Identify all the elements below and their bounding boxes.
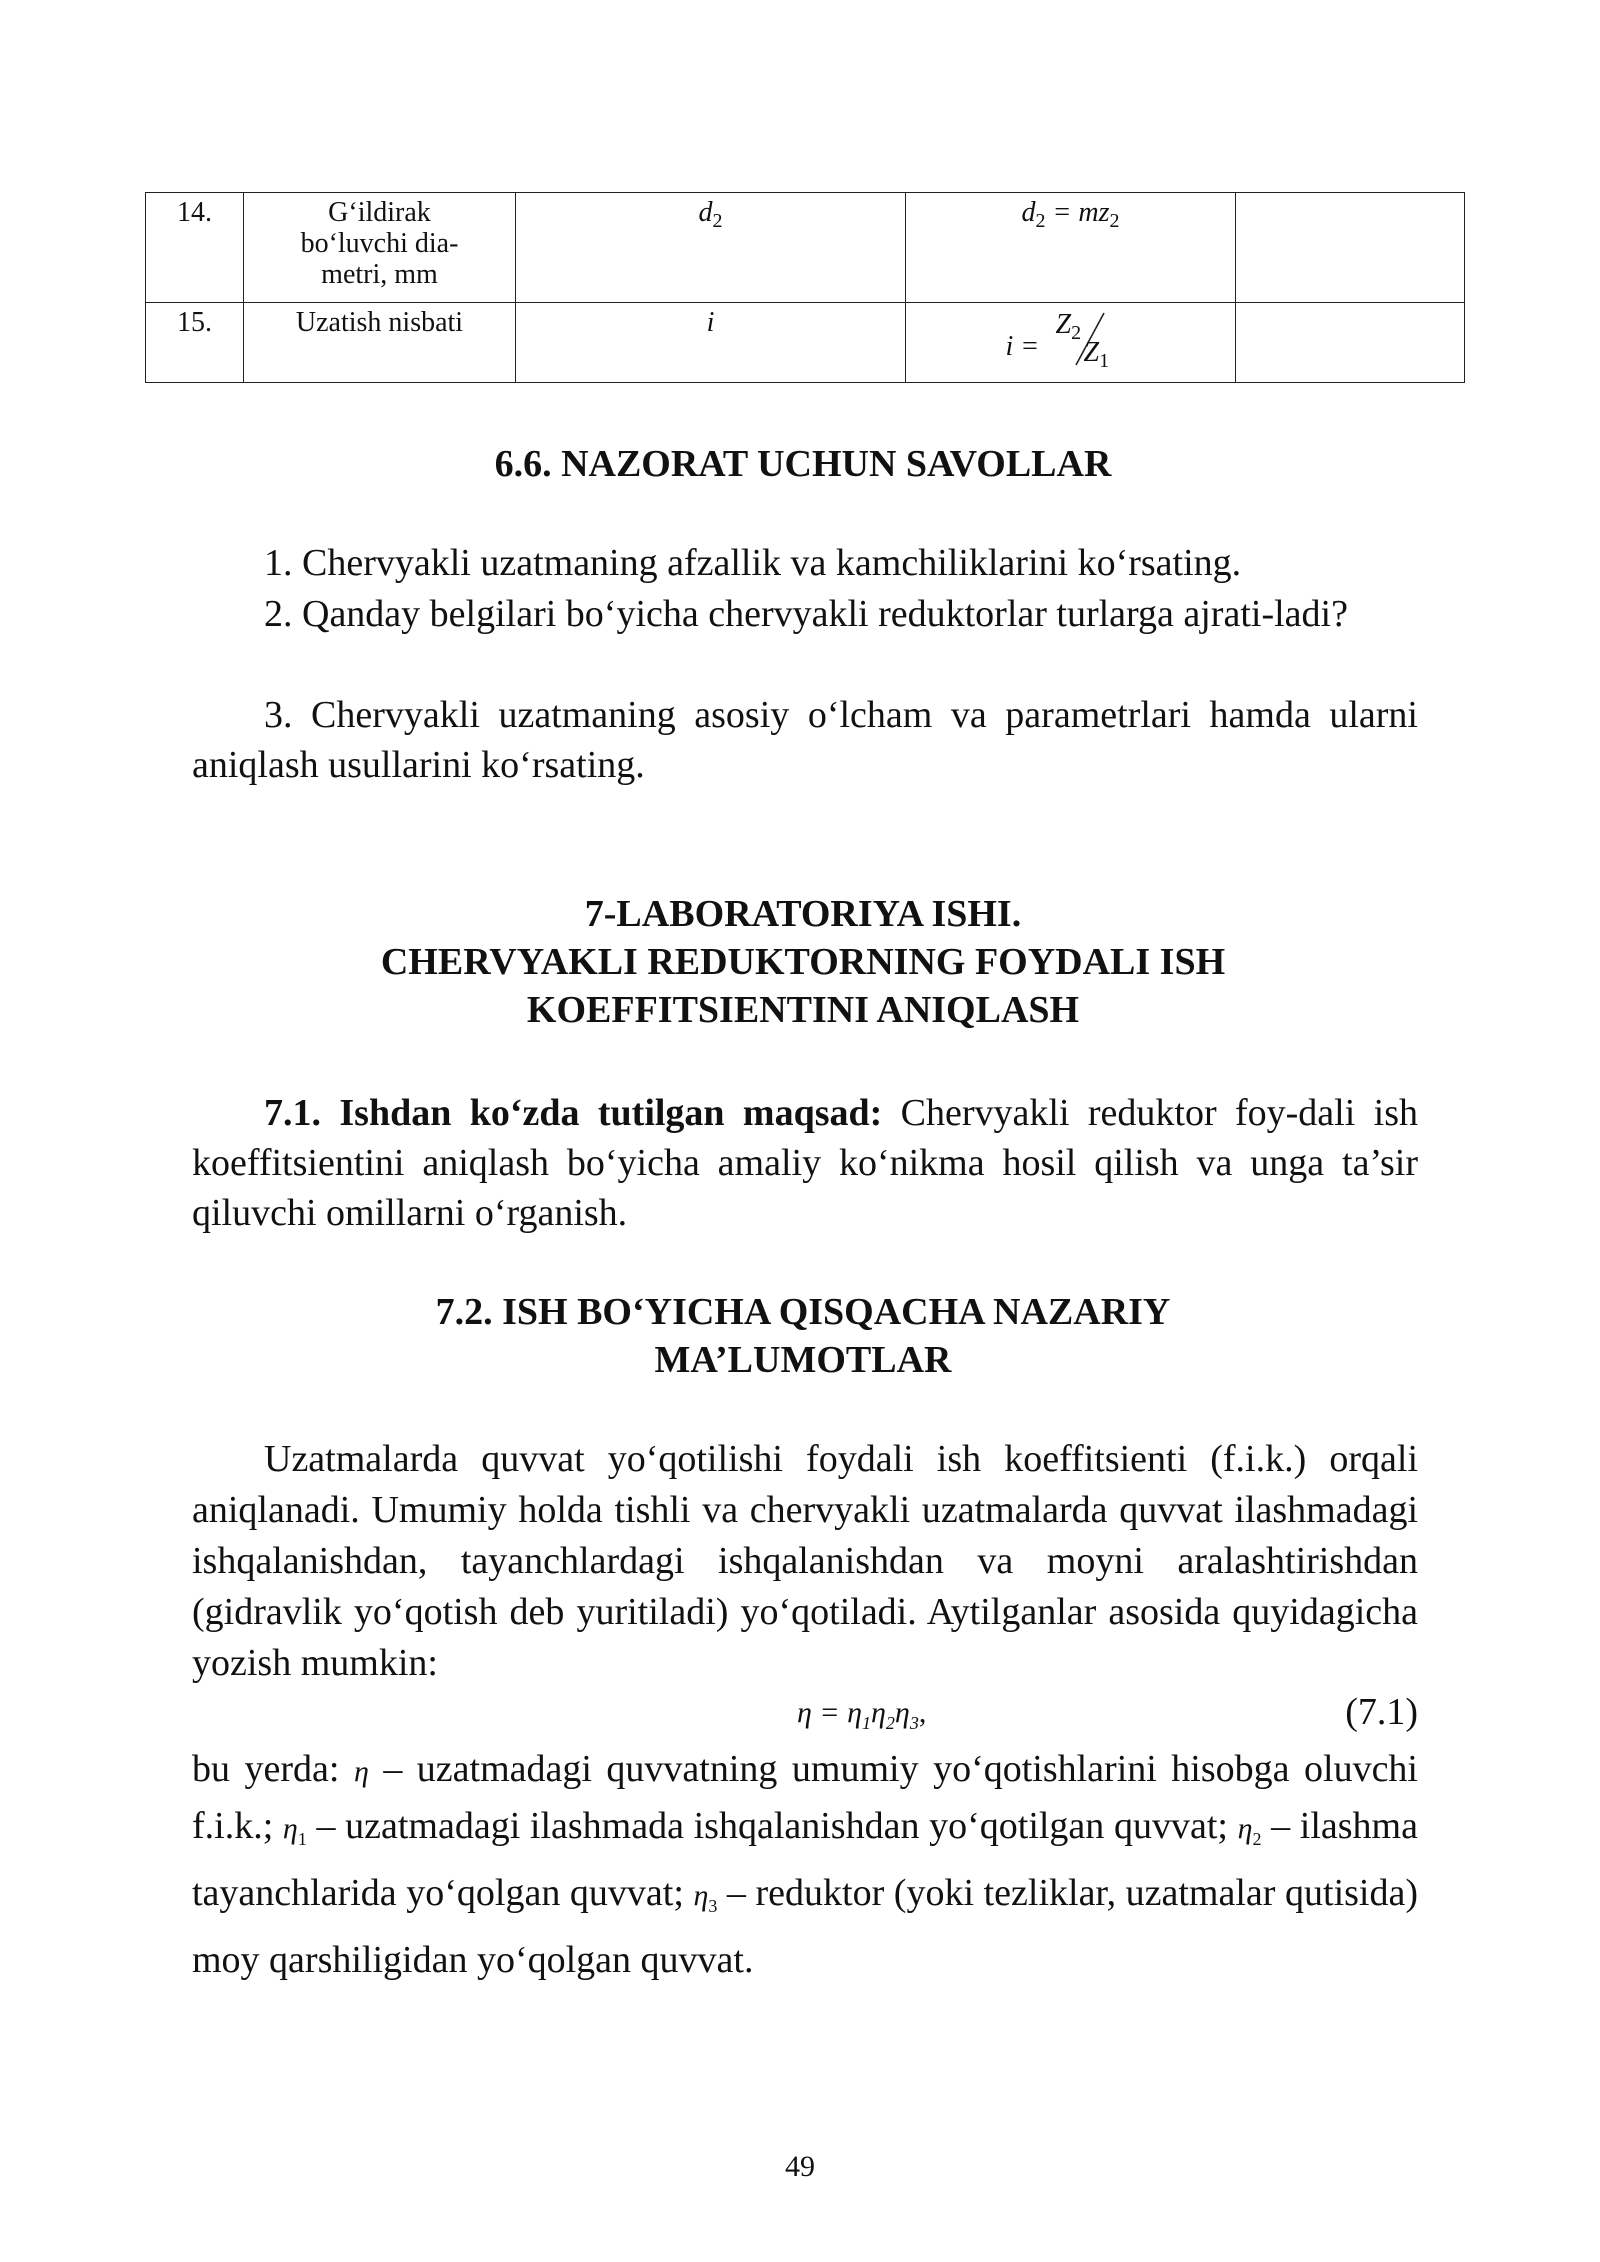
formula-rhs-subscript: 2	[1109, 210, 1120, 232]
lab-title-line-2: CHERVYAKLI REDUKTORNING FOYDALI ISH	[380, 941, 1226, 983]
eta-3-symbol	[693, 1879, 718, 1916]
equation-comma: ,	[918, 1696, 927, 1729]
section-7-1-text: Chervyakli reduktor foy-dali ish koeffitsientini aniqlash bo‘yicha amaliy ko‘nikma hosil qilish va unga ta’sir qiluvchi omillarni o‘rganish.	[192, 1092, 1419, 1234]
symbol-letter: d	[698, 197, 713, 228]
table-row	[146, 193, 1465, 303]
parameter-symbol: i	[516, 303, 906, 383]
parameter-symbol	[516, 193, 906, 303]
fraction-denominator	[1084, 337, 1110, 377]
symbol-subscript: 2	[712, 210, 723, 232]
formula-rhs: = mz	[1045, 197, 1110, 228]
explain-text: – reduktor (yoki tezliklar, uzatmalar qutisida) moy qarshiligidan yo‘qolgan quvvat.	[192, 1872, 1418, 1981]
lab-title-line-1: 7-LABORATORIYA ISHI.	[584, 893, 1022, 935]
table-row	[146, 303, 1465, 383]
formula-lhs: d	[1021, 197, 1036, 228]
explain-text: – ilashma tayanchlarida yo‘qolgan quvvat;	[192, 1805, 1418, 1914]
parameters-table	[145, 192, 1465, 383]
denominator-letter: Z	[1083, 337, 1100, 368]
section-6-6-title: 6.6. NAZORAT UCHUN SAVOLLAR	[494, 443, 1112, 485]
equation-7-1	[192, 1690, 1418, 1740]
equation-number: (7.1)	[1345, 1691, 1418, 1733]
explain-text: bu yerda:	[192, 1748, 354, 1790]
empty-cell	[1236, 193, 1465, 303]
question-3: 3. Chervyakli uzatmaning asosiy o‘lcham va parametrlari hamda ularni aniqlash usullarini ko‘rsating.	[192, 694, 1418, 786]
question-1: 1. Chervyakli uzatmaning afzallik va kamchiliklarini ko‘rsating.	[264, 542, 1242, 584]
parameter-name-line: metri, mm	[321, 259, 438, 290]
equation-lhs: η =	[797, 1696, 848, 1729]
formula-lhs: i =	[1005, 331, 1040, 362]
eta-subscript: 1	[297, 1829, 307, 1849]
explain-text: – uzatmadagi ilashmada ishqalanishdan yo‘qotilgan quvvat;	[306, 1805, 1238, 1847]
section-7-1-label: 7.1. Ishdan ko‘zda tutilgan maqsad:	[264, 1092, 883, 1134]
eta-subscript: 1	[862, 1713, 872, 1733]
eta-subscript: 2	[1252, 1829, 1262, 1849]
eta-symbol: η	[1237, 1812, 1253, 1845]
row-number: 14.	[146, 193, 244, 303]
eta-symbol: η	[871, 1696, 886, 1729]
parameter-name-line: bo‘luvchi dia-	[300, 228, 459, 259]
fraction-slash	[1006, 307, 1136, 371]
lab-title-line-3: KOEFFITSIENTINI ANIQLASH	[526, 989, 1080, 1031]
empty-cell	[1236, 303, 1465, 383]
eta-symbol: η	[282, 1812, 298, 1845]
page-number: 49	[785, 2150, 815, 2183]
denominator-subscript: 1	[1099, 350, 1110, 372]
explain-text: – uzatmadagi quvvatning umumiy yo‘qotishlarini hisobga oluvchi f.i.k.;	[192, 1748, 1418, 1847]
parameter-name: Uzatish nisbati	[244, 303, 516, 383]
parameter-name	[244, 193, 516, 303]
equation-formula	[797, 1696, 926, 1734]
eta-subscript: 2	[885, 1713, 895, 1733]
eta-subscript: 3	[909, 1713, 919, 1733]
parameter-formula	[906, 193, 1236, 303]
theory-paragraph: Uzatmalarda quvvat yo‘qotilishi foydali ish koeffitsienti (f.i.k.) orqali aniqlanadi. Umumiy holda tishli va chervyakli uzatmalarda quvvat ilashmadagi ishqalanishdan, tayanchlardagi ishqalanishdan va moyni aralashtirishdan (gidravlik yo‘qotish deb yuritiladi) yo‘qotiladi. Aytilganlar asosida quyidagicha yozish mumkin:	[192, 1438, 1418, 1684]
section-7-1-paragraph	[192, 1088, 1418, 1238]
parameter-name-line: G‘ildirak	[328, 197, 431, 228]
eta-symbol: η	[847, 1696, 863, 1729]
parameter-formula	[906, 303, 1236, 383]
explanation-paragraph	[192, 1742, 1418, 1987]
eta-2-symbol	[1237, 1812, 1262, 1849]
section-7-2-title-line-2: MA’LUMOTLAR	[654, 1339, 952, 1381]
numerator-letter: Z	[1055, 309, 1072, 340]
eta-subscript: 3	[708, 1896, 718, 1916]
question-2: 2. Qanday belgilari bo‘yicha chervyakli reduktorlar turlarga ajrati-ladi?	[264, 593, 1348, 635]
section-7-2-title-line-1: 7.2. ISH BO‘YICHA QISQACHA NAZARIY	[435, 1291, 1171, 1333]
eta-1-symbol	[282, 1812, 307, 1849]
eta-symbol: η	[353, 1755, 369, 1788]
ratio-fraction	[1005, 307, 1136, 372]
formula-lhs-subscript: 2	[1035, 210, 1046, 232]
eta-symbol: η	[894, 1696, 910, 1729]
row-number: 15.	[146, 303, 244, 383]
numerator-subscript: 2	[1071, 322, 1082, 344]
eta-symbol: η	[693, 1879, 709, 1912]
